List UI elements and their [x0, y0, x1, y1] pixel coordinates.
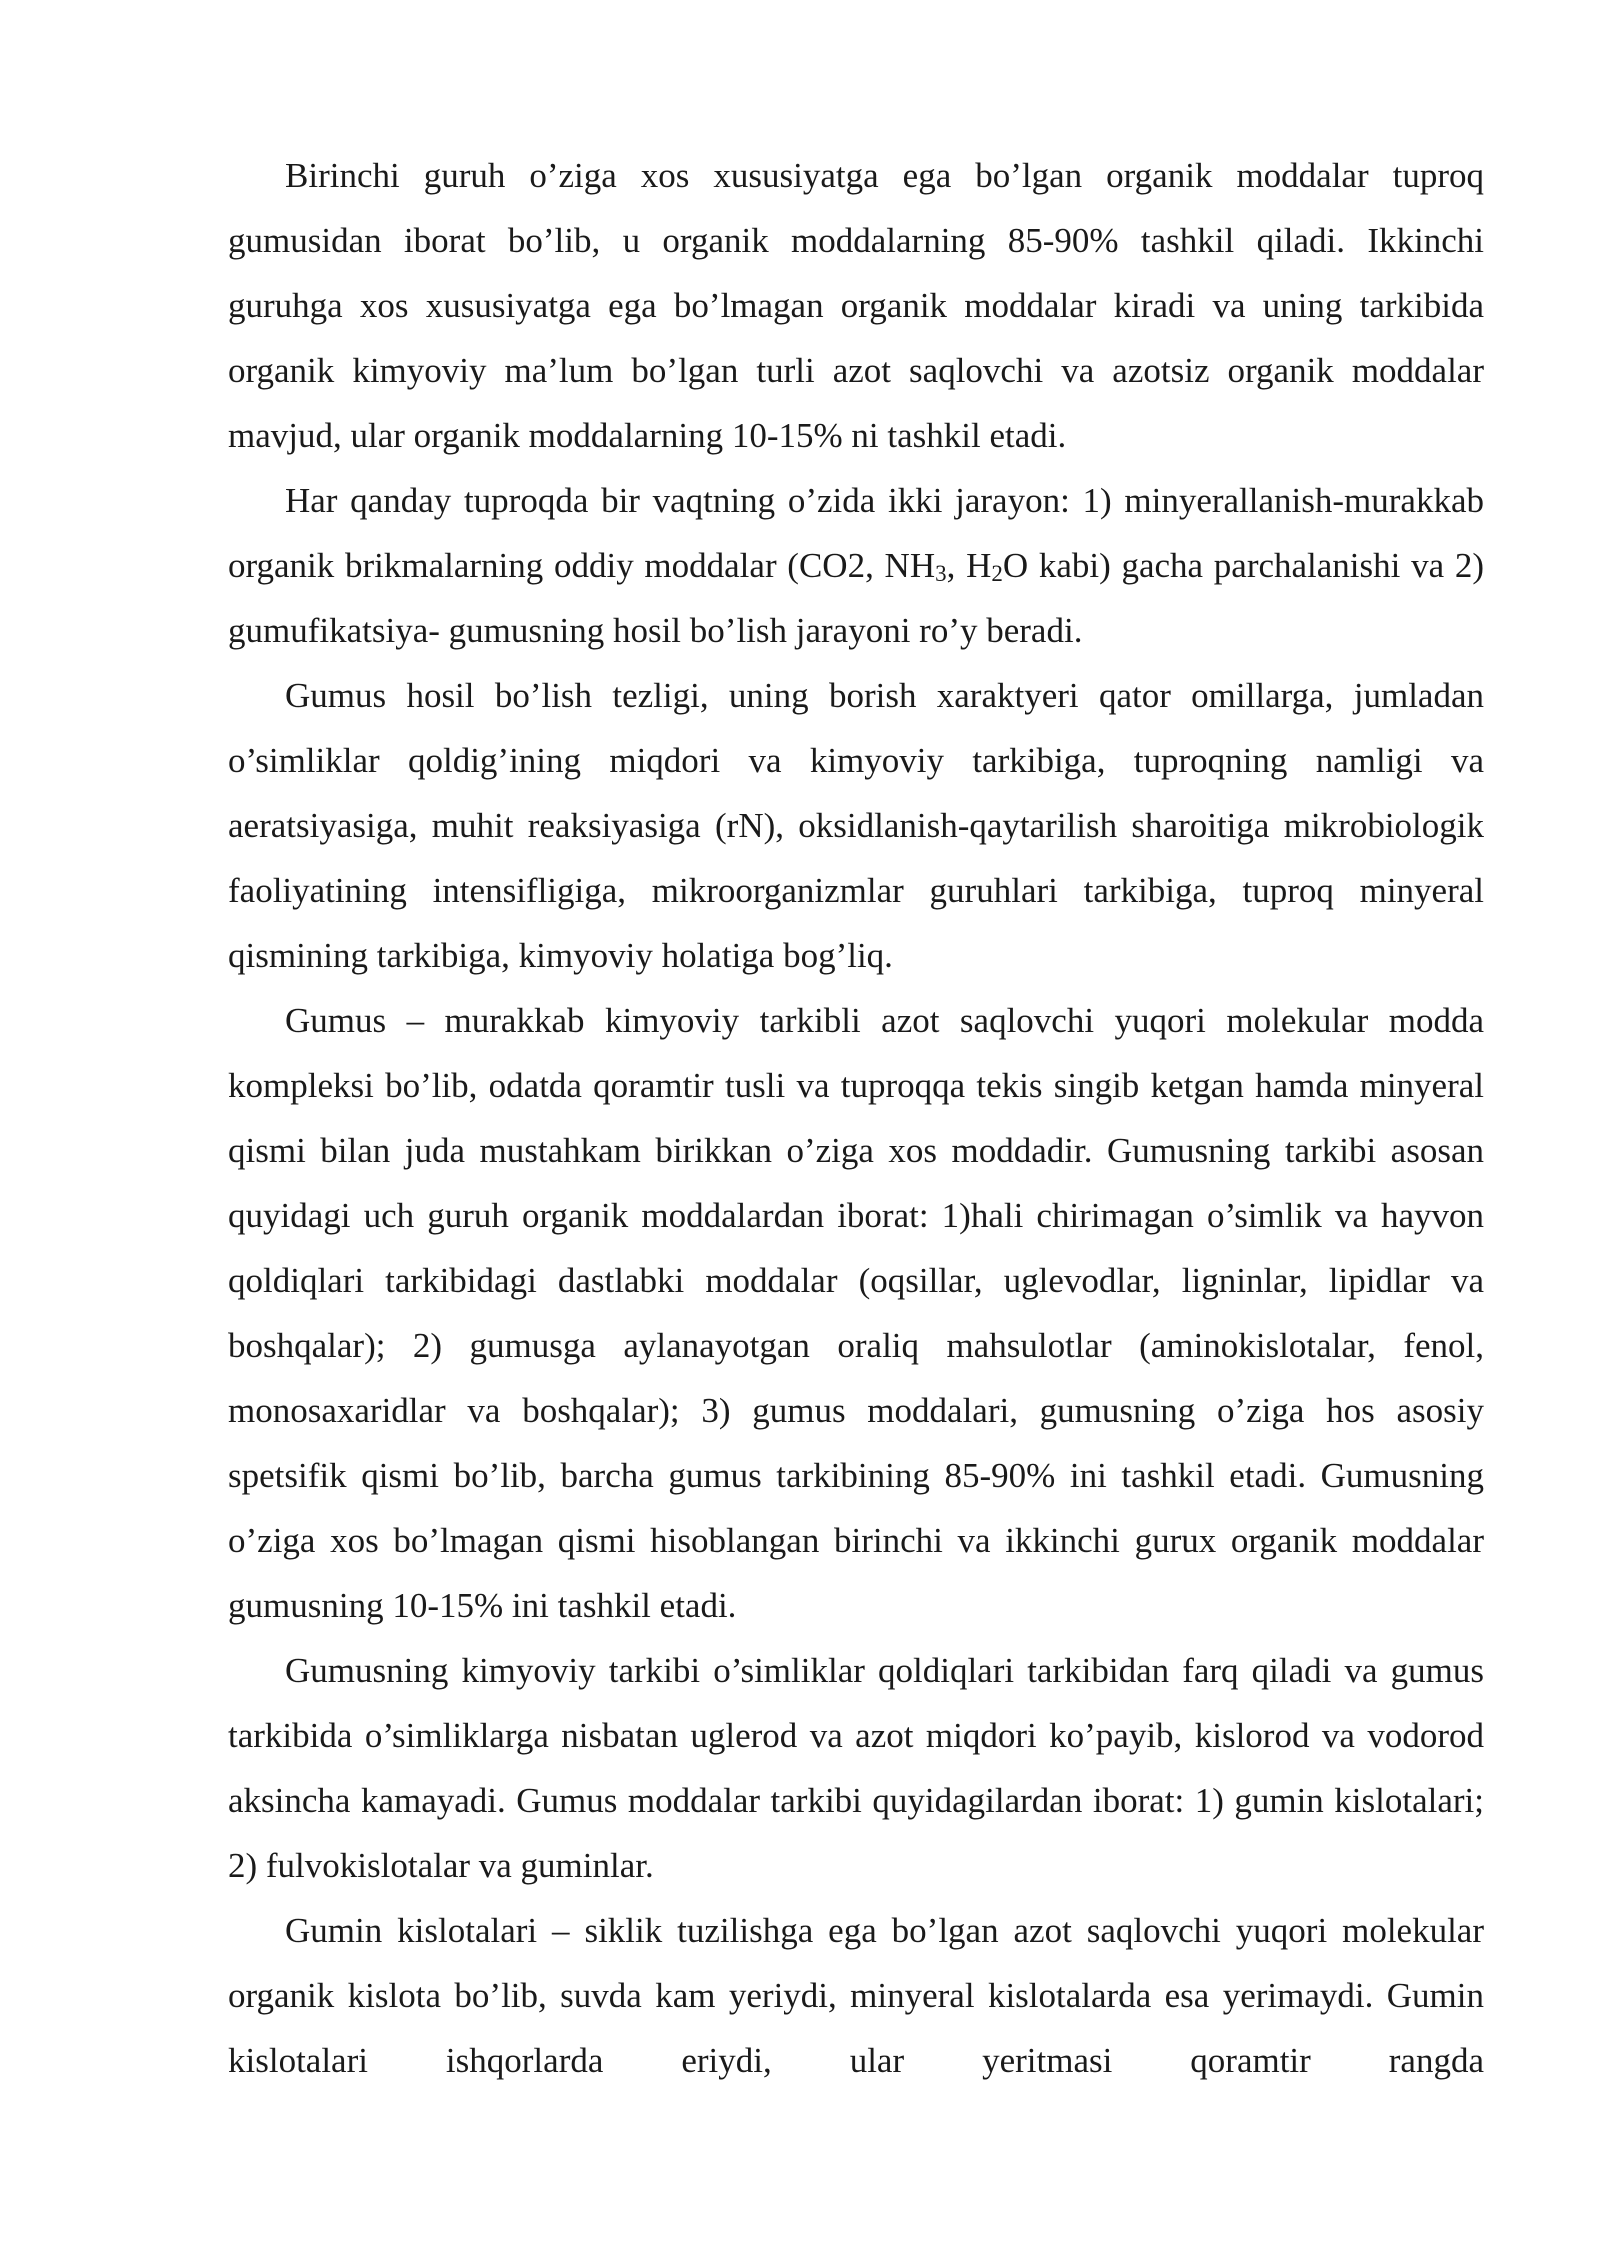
paragraph-text: Birinchi guruh o’ziga xos xususiyatga ega bo’lgan organik moddalar tuproq gumusidan iborat bo’lib, u organik moddalarning 85-90% tashkil qiladi. Ikkinchi guruhga xos xususiyatga ega bo’lmagan organik moddalar kiradi va uning tarkibida organik kimyoviy ma’lum bo’lgan turli azot saqlovchi va azotsiz organik moddalar mavjud, ular organik moddalarning 10-15% ni tashkil etadi.	[228, 156, 1484, 455]
paragraph-6	[228, 1898, 1484, 2093]
paragraph-4	[228, 988, 1484, 1638]
paragraph-text: Gumus hosil bo’lish tezligi, uning borish xaraktyeri qator omillarga, jumladan o’simliklar qoldig’ining miqdori va kimyoviy tarkibiga, tuproqning namligi va aeratsiyasiga, muhit reaksiyasiga (rN), oksidlanish-qaytarilish sharoitiga mikrobiologik faoliyatining intensifligiga, mikroorganizmlar guruhlari tarkibiga, tuproq minyeral qismining tarkibiga, kimyoviy holatiga bog’liq.	[228, 676, 1484, 975]
subscript-text: 2	[991, 561, 1003, 586]
paragraph-3	[228, 663, 1484, 988]
paragraph-text: Gumus – murakkab kimyoviy tarkibli azot saqlovchi yuqori molekular modda kompleksi bo’lib, odatda qoramtir tusli va tuproqqa tekis singib ketgan hamda minyeral qismi bilan juda mustahkam birikkan o’ziga xos moddadir. Gumusning tarkibi asosan quyidagi uch guruh organik moddalardan iborat: 1)hali chirimagan o’simlik va hayvon qoldiqlari tarkibidagi dastlabki moddalar (oqsillar, uglevodlar, ligninlar, lipidlar va boshqalar); 2) gumusga aylanayotgan oraliq mahsulotlar (aminokislotalar, fenol, monosaxaridlar va boshqalar); 3) gumus moddalari, gumusning o’ziga hos asosiy spetsifik qismi bo’lib, barcha gumus tarkibining 85-90% ini tashkil etadi. Gumusning o’ziga xos bo’lmagan qismi hisoblangan birinchi va ikkinchi gurux organik moddalar gumusning 10-15% ini tashkil etadi.	[228, 1001, 1484, 1625]
subscript-text: 3	[935, 561, 947, 586]
paragraph-text: , H	[946, 546, 992, 585]
paragraph-2	[228, 468, 1484, 663]
paragraph-5	[228, 1638, 1484, 1898]
paragraph-text: Gumusning kimyoviy tarkibi o’simliklar qoldiqlari tarkibidan farq qiladi va gumus tarkibida o’simliklarga nisbatan uglerod va azot miqdori ko’payib, kislorod va vodorod aksincha kamayadi. Gumus moddalar tarkibi quyidagilardan iborat: 1) gumin kislotalari; 2) fulvokislotalar va guminlar.	[228, 1651, 1484, 1885]
paragraph-text: Gumin kislotalari – siklik tuzilishga ega bo’lgan azot saqlovchi yuqori molekular organik kislota bo’lib, suvda kam yeriydi, minyeral kislotalarda esa yerimaydi. Gumin kislotalari ishqorlarda eriydi, ular yeritmasi qoramtir rangda	[228, 1911, 1484, 2080]
document-body	[228, 143, 1484, 2093]
paragraph-text: Har qanday tuproqda bir vaqtning o’zida ikki jarayon: 1) minyerallanish-murakkab organik brikmalarning oddiy moddalar (CO2, NH	[228, 481, 1484, 585]
paragraph-text: O kabi) gacha parchalanishi va 2) gumufikatsiya- gumusning hosil bo’lish jarayoni ro’y beradi.	[228, 546, 1484, 650]
paragraph-1	[228, 143, 1484, 468]
